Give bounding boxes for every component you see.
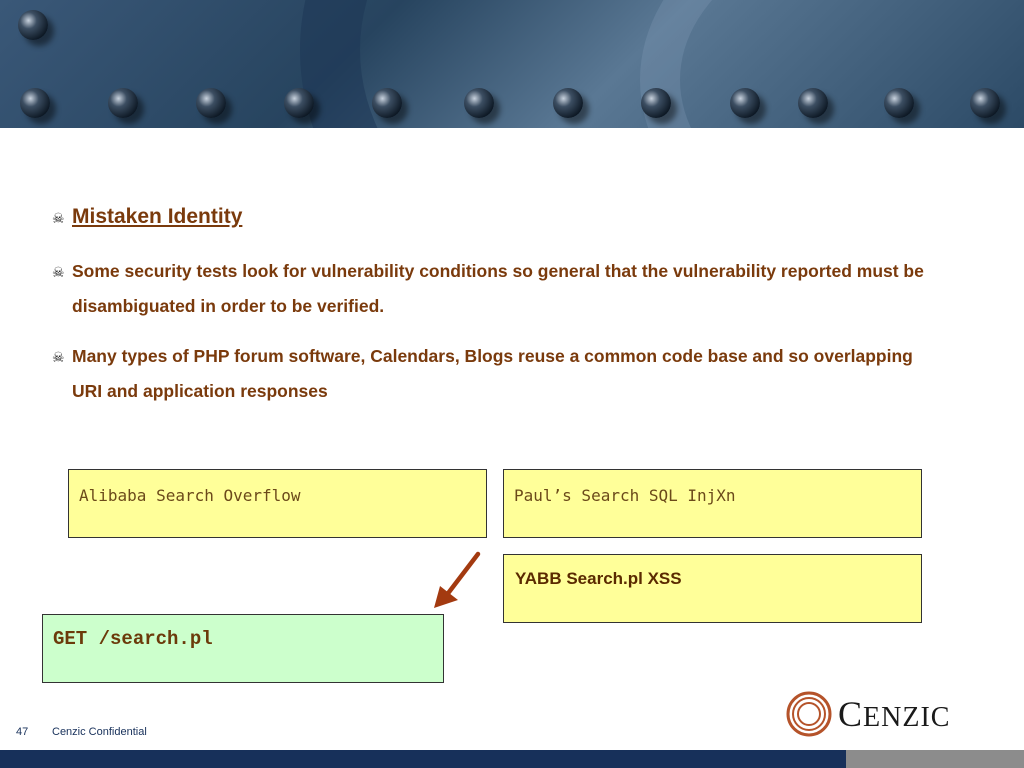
footer-bar	[0, 750, 846, 768]
cenzic-logo-mark-icon	[785, 690, 833, 738]
rivet-icon	[20, 88, 50, 118]
page-number: 47	[16, 726, 29, 738]
yabb-box	[503, 554, 922, 623]
header-banner-image	[0, 0, 1024, 128]
rivet-icon	[196, 88, 226, 118]
rivet-icon	[464, 88, 494, 118]
skull-crossbones-icon: ☠	[52, 264, 65, 280]
rivet-icon	[108, 88, 138, 118]
rivet-icon	[798, 88, 828, 118]
slide-heading: Mistaken Identity	[72, 205, 243, 228]
cenzic-logo-text	[838, 693, 950, 735]
banner-arc	[640, 0, 1024, 128]
skull-crossbones-icon: ☠	[52, 210, 65, 226]
rivet-icon	[553, 88, 583, 118]
bullet-text: Some security tests look for vulnerability conditions so general that the vulnerability reported must be disambiguated in order to be verified.	[72, 261, 924, 316]
skull-crossbones-icon: ☠	[52, 349, 65, 365]
rivet-icon	[372, 88, 402, 118]
yabb-label: YABB Search.pl XSS	[515, 569, 682, 588]
request-box	[42, 614, 444, 683]
logo-first-letter: C	[838, 694, 864, 734]
pauls-label: Paul’s Search SQL InjXn	[514, 486, 736, 505]
pauls-box	[503, 469, 922, 538]
rivet-icon	[730, 88, 760, 118]
rivet-icon	[970, 88, 1000, 118]
confidential-label: Cenzic Confidential	[52, 726, 147, 738]
footer-bar-accent	[846, 750, 1024, 768]
rivet-icon	[884, 88, 914, 118]
rivet-icon	[18, 10, 48, 40]
alibaba-box	[68, 469, 487, 538]
logo-rest: ENZIC	[863, 702, 951, 733]
rivet-icon	[641, 88, 671, 118]
rivet-icon	[284, 88, 314, 118]
request-label: GET /search.pl	[53, 628, 213, 650]
arrow-icon	[430, 550, 486, 612]
alibaba-label: Alibaba Search Overflow	[79, 486, 301, 505]
bullet-text: Many types of PHP forum software, Calendars, Blogs reuse a common code base and so overlapping URI and application responses	[72, 346, 913, 401]
